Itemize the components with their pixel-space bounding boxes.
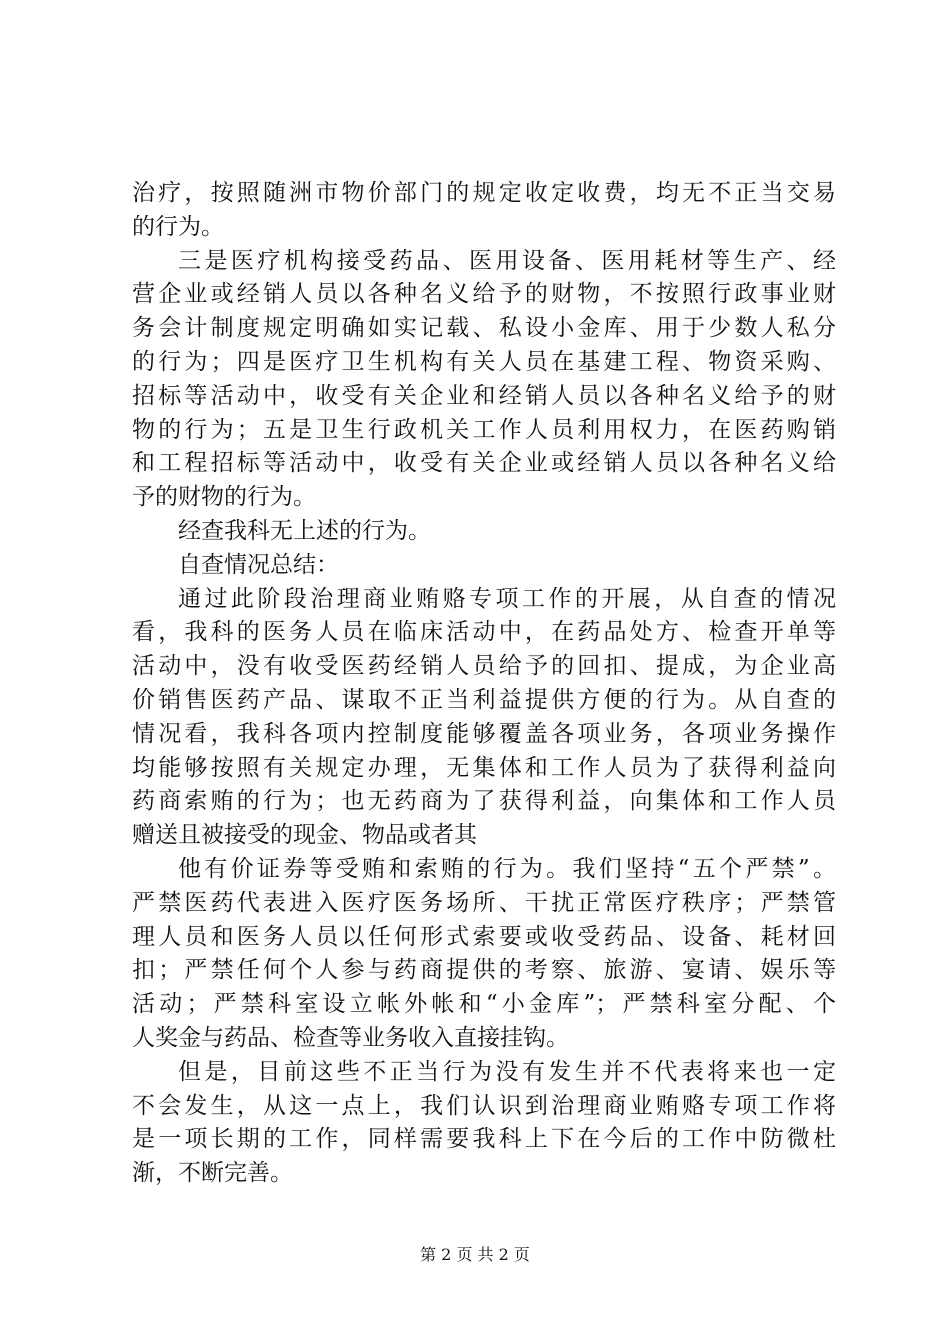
text-line: 看，我科的医务人员在临床活动中，在药品处方、检查开单等 [132, 619, 836, 646]
text-line: 严禁医药代表进入医疗医务场所、干扰正常医疗秩序；严禁管 [132, 889, 836, 916]
text-line: 招标等活动中，收受有关企业和经销人员以各种名义给予的财 [132, 382, 836, 409]
text-line: 物的行为；五是卫生行政机关工作人员利用权力，在医药购销 [132, 416, 836, 443]
text-line: 渐，不断完善。 [132, 1160, 293, 1187]
text-line: 但是，目前这些不正当行为没有发生并不代表将来也一定 [178, 1058, 836, 1085]
text-line: 是一项长期的工作，同样需要我科上下在今后的工作中防微杜 [132, 1126, 836, 1153]
page-number-label: 第 2 页 共 2 页 [420, 1245, 530, 1264]
text-line: 和工程招标等活动中，收受有关企业或经销人员以各种名义给 [132, 450, 836, 477]
text-line: 他有价证券等受贿和索贿的行为。我们坚持“五个严禁”。 [178, 855, 836, 882]
page-footer [0, 1244, 950, 1266]
text-line: 理人员和医务人员以任何形式索要或收受药品、设备、耗材回 [132, 923, 836, 950]
text-line: 扣；严禁任何个人参与药商提供的考察、旅游、宴请、娱乐等 [132, 957, 836, 984]
text-line: 的行为；四是医疗卫生机构有关人员在基建工程、物资采购、 [132, 348, 836, 375]
text-line: 活动；严禁科室设立帐外帐和“小金库”；严禁科室分配、个 [132, 991, 836, 1018]
text-line: 均能够按照有关规定办理，无集体和工作人员为了获得利益向 [132, 754, 836, 781]
text-line: 营企业或经销人员以各种名义给予的财物，不按照行政事业财 [132, 281, 836, 308]
document-body [132, 177, 836, 1191]
text-line: 自查情况总结： [178, 551, 339, 578]
text-line: 务会计制度规定明确如实记载、私设小金库、用于少数人私分 [132, 315, 836, 342]
text-line: 赠送且被接受的现金、物品或者其 [132, 822, 477, 849]
text-line: 三是医疗机构接受药品、医用设备、医用耗材等生产、经 [178, 247, 836, 274]
text-line: 予的财物的行为。 [132, 484, 316, 511]
text-line: 的行为。 [132, 213, 224, 240]
text-line: 活动中，没有收受医药经销人员给予的回扣、提成，为企业高 [132, 653, 836, 680]
text-line: 治疗，按照随洲市物价部门的规定收定收费，均无不正当交易 [132, 180, 836, 206]
text-line: 药商索贿的行为；也无药商为了获得利益，向集体和工作人员 [132, 788, 836, 815]
text-line: 人奖金与药品、检查等业务收入直接挂钩。 [132, 1024, 569, 1051]
text-line: 情况看，我科各项内控制度能够覆盖各项业务，各项业务操作 [132, 720, 836, 747]
text-line: 经查我科无上述的行为。 [178, 517, 431, 544]
text-line: 通过此阶段治理商业贿赂专项工作的开展，从自查的情况 [178, 585, 836, 612]
text-line: 不会发生，从这一点上，我们认识到治理商业贿赂专项工作将 [132, 1092, 836, 1119]
text-line: 价销售医药产品、谋取不正当利益提供方便的行为。从自查的 [132, 686, 836, 713]
